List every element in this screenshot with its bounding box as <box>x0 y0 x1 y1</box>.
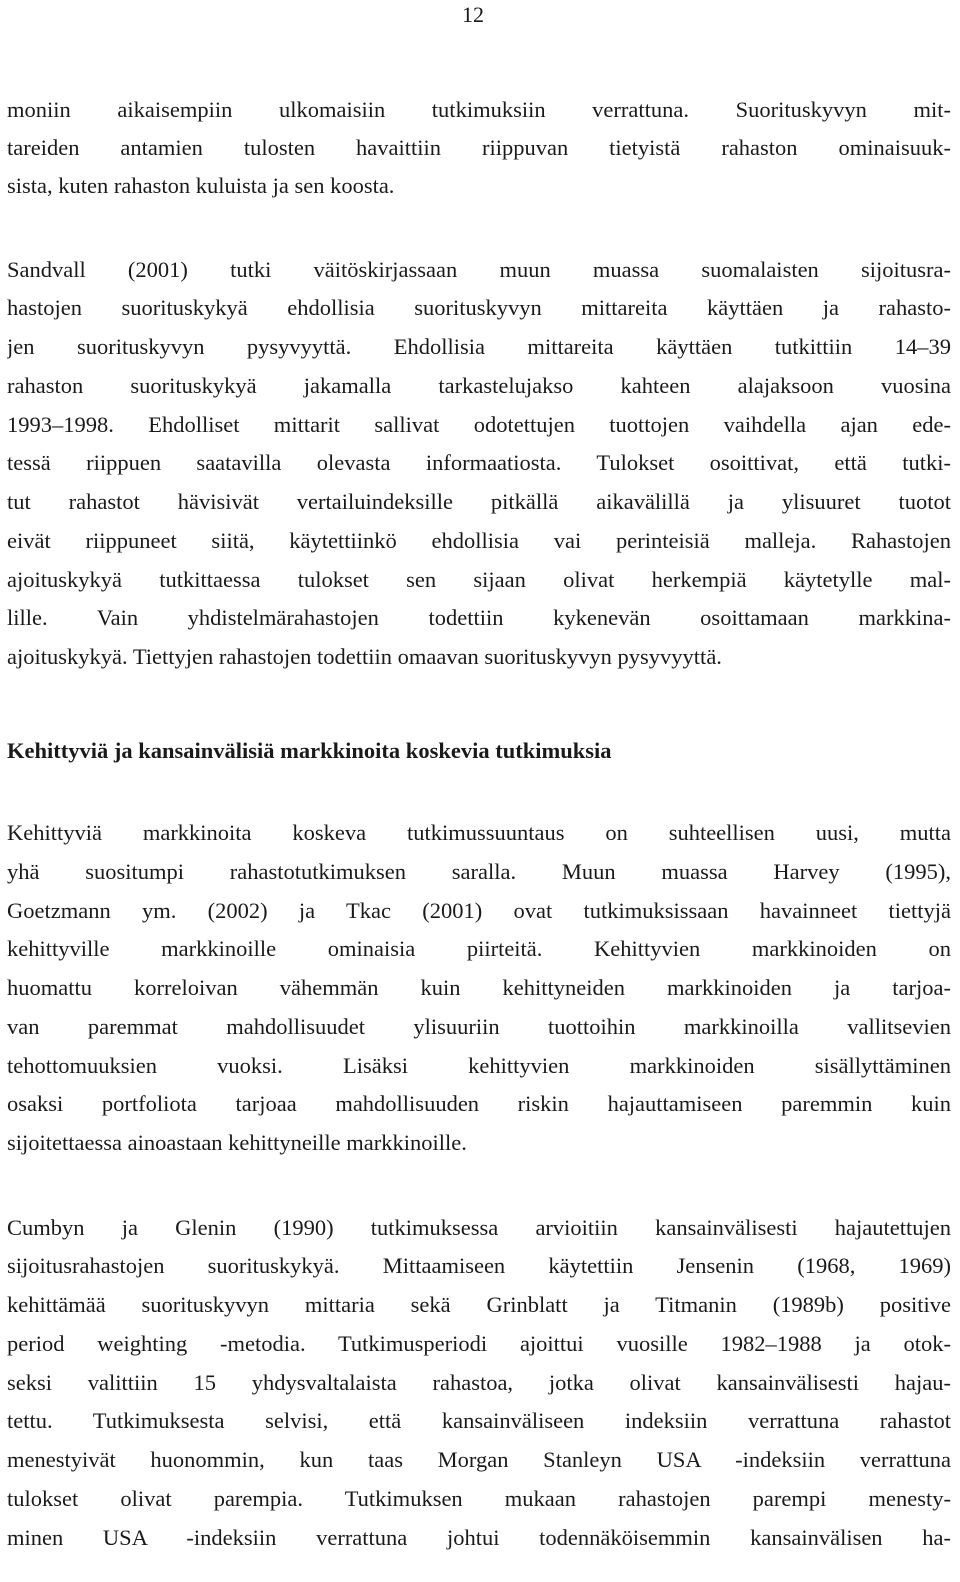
text-line: tehottomuuksien vuoksi. Lisäksi kehittyvien markkinoiden sisällyttäminen <box>7 1053 951 1078</box>
text-line: Kehittyviä markkinoita koskeva tutkimussuuntaus on suhteellisen uusi, mutta <box>7 820 951 845</box>
text-line: rahaston suorituskykyä jakamalla tarkastelujakso kahteen alajaksoon vuosina <box>7 373 951 398</box>
text-line: tettu. Tutkimuksesta selvisi, että kansainväliseen indeksiin verrattuna rahastot <box>7 1408 951 1433</box>
text-line: sijoitusrahastojen suorituskykyä. Mittaamiseen käytettiin Jensenin (1968, 1969) <box>7 1253 951 1278</box>
text-line: moniin aikaisempiin ulkomaisiin tutkimuksiin verrattuna. Suorituskyvyn mit- <box>7 97 951 122</box>
text-line: tareiden antamien tulosten havaittiin riippuvan tietyistä rahaston ominaisuuk- <box>7 135 951 160</box>
page-number: 12 <box>462 2 484 27</box>
text-line: tut rahastot hävisivät vertailuindeksille pitkällä aikavälillä ja ylisuuret tuotot <box>7 489 951 514</box>
text-line: Goetzmann ym. (2002) ja Tkac (2001) ovat tutkimuksissaan havainneet tiettyjä <box>7 898 951 923</box>
text-line: Sandvall (2001) tutki väitöskirjassaan muun muassa suomalaisten sijoitusra- <box>7 257 951 282</box>
text-line: lille. Vain yhdistelmärahastojen todettiin kykenevän osoittamaan markkina- <box>7 605 951 630</box>
text-line: menestyivät huonommin, kun taas Morgan Stanleyn USA -indeksiin verrattuna <box>7 1447 951 1472</box>
text-line: 1993–1998. Ehdolliset mittarit sallivat odotettujen tuottojen vaihdella ajan ede- <box>7 412 951 437</box>
section-heading: Kehittyviä ja kansainvälisiä markkinoita koskevia tutkimuksia <box>7 738 612 763</box>
text-line: tulokset olivat parempia. Tutkimuksen mukaan rahastojen parempi menesty- <box>7 1486 951 1511</box>
text-line: kehittyville markkinoille ominaisia piirteitä. Kehittyvien markkinoiden on <box>7 936 951 961</box>
text-line: seksi valittiin 15 yhdysvaltalaista rahastoa, jotka olivat kansainvälisesti hajau- <box>7 1370 951 1395</box>
text-line: Cumbyn ja Glenin (1990) tutkimuksessa arvioitiin kansainvälisesti hajautettujen <box>7 1215 951 1240</box>
text-line: tessä riippuen saatavilla olevasta informaatiosta. Tulokset osoittivat, että tutki- <box>7 450 951 475</box>
text-line: hastojen suorituskykyä ehdollisia suorituskyvyn mittareita käyttäen ja rahasto- <box>7 295 951 320</box>
text-line: sista, kuten rahaston kuluista ja sen koosta. <box>7 173 395 198</box>
text-line: jen suorituskyvyn pysyvyyttä. Ehdollisia mittareita käyttäen tutkittiin 14–39 <box>7 334 951 359</box>
text-line: van paremmat mahdollisuudet ylisuuriin tuottoihin markkinoilla vallitsevien <box>7 1014 951 1039</box>
text-line: kehittämää suorituskyvyn mittaria sekä Grinblatt ja Titmanin (1989b) positive <box>7 1292 951 1317</box>
text-line: yhä suositumpi rahastotutkimuksen saralla. Muun muassa Harvey (1995), <box>7 859 951 884</box>
text-line: period weighting -metodia. Tutkimusperiodi ajoittui vuosille 1982–1988 ja otok- <box>7 1331 951 1356</box>
text-line: sijoitettaessa ainoastaan kehittyneille markkinoille. <box>7 1130 467 1155</box>
text-line: ajoituskykyä tutkittaessa tulokset sen sijaan olivat herkempiä käytetylle mal- <box>7 567 951 592</box>
text-line: osaksi portfoliota tarjoaa mahdollisuuden riskin hajauttamiseen paremmin kuin <box>7 1091 951 1116</box>
text-line: minen USA -indeksiin verrattuna johtui todennäköisemmin kansainvälisen ha- <box>7 1525 951 1550</box>
text-line: eivät riippuneet siitä, käytettiinkö ehdollisia vai perinteisiä malleja. Rahastojen <box>7 528 951 553</box>
text-line: huomattu korreloivan vähemmän kuin kehittyneiden markkinoiden ja tarjoa- <box>7 975 951 1000</box>
text-line: ajoituskykyä. Tiettyjen rahastojen todettiin omaavan suorituskyvyn pysyvyyttä. <box>7 644 722 669</box>
